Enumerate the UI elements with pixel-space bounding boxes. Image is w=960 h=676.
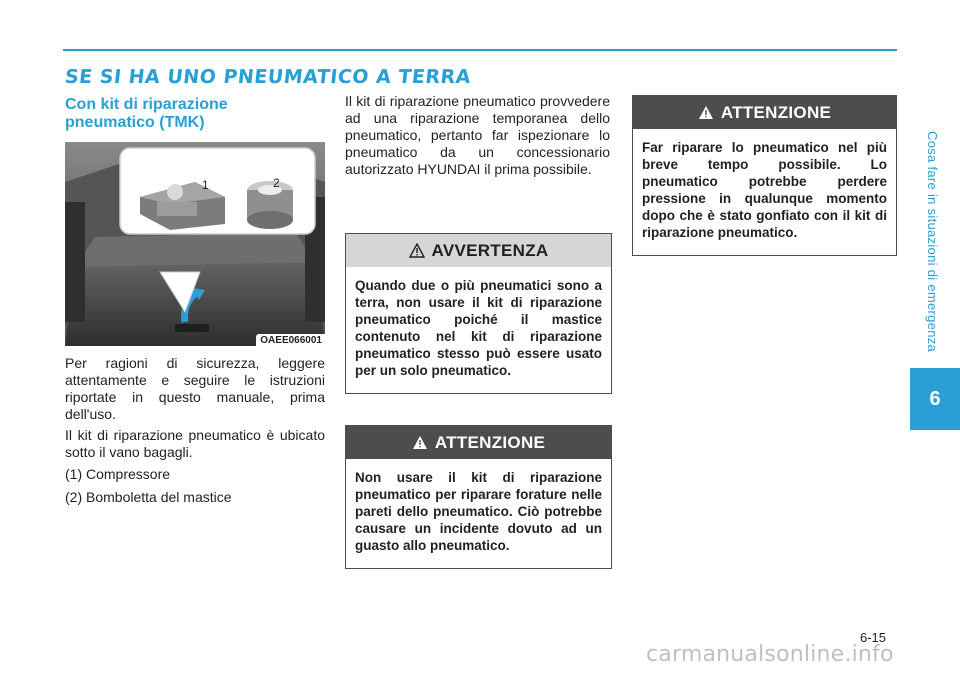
caution-box-right-title: ATTENZIONE [720, 102, 832, 122]
warning-triangle-icon [698, 105, 714, 120]
temporary-repair-paragraph: Il kit di riparazione pneumatico provvedere ad una riparazione temporanea dello pneumatico, pertanto far ispezionare lo pneumatico da un concessionario autorizzato HYUNDAI il prima possibile. [345, 93, 610, 177]
chapter-tab: 6 [910, 368, 960, 430]
caution-box-middle [345, 425, 612, 569]
warning-box [345, 233, 612, 394]
caution-box-right [632, 95, 897, 256]
safety-paragraph: Per ragioni di sicurezza, leggere attentamente e seguire le istruzioni riportate in questo manuale, prima dell'uso. [65, 355, 325, 422]
location-paragraph: Il kit di riparazione pneumatico è ubicato sotto il vano bagagli. [65, 427, 325, 460]
caution-box-middle-header [346, 426, 611, 459]
caution-box-middle-text: Non usare il kit di riparazione pneumatico per riparare forature nelle pareti dello pneumatico. Ciò potrebbe causare un incidente dovuto ad un guasto allo pneumatico. [355, 470, 602, 553]
list-item-compressor: (1) Compressore [65, 466, 171, 482]
section-title: SE SI HA UNO PNEUMATICO A TERRA [63, 66, 472, 88]
list-item-sealant: (2) Bomboletta del mastice [65, 489, 232, 505]
caution-box-middle-title: ATTENZIONE [434, 432, 546, 452]
warning-triangle-icon [409, 243, 425, 258]
callout-1: 1 [202, 178, 209, 192]
trunk-photo [65, 142, 325, 346]
callout-2: 2 [273, 176, 280, 190]
page-number: 6-15 [860, 630, 887, 645]
figure-code: OAEE066001 [256, 334, 325, 346]
caution-box-right-header [633, 96, 896, 129]
chapter-side-label: Cosa fare in situazioni di emergenza [925, 131, 940, 353]
warning-box-title: AVVERTENZA [431, 240, 549, 260]
top-rule [63, 49, 897, 51]
warning-box-text: Quando due o più pneumatici sono a terra, non usare il kit di riparazione pneumatico poiché il mastice contenuto nel kit di riparazione pneumatico stesso può essere usato per un solo pneumatico. [355, 278, 602, 378]
watermark: carmanualsonline.info [646, 642, 894, 667]
trunk-illustration [65, 142, 325, 346]
sub-heading: Con kit di riparazione pneumatico (TMK) [65, 96, 228, 131]
warning-box-header [346, 234, 611, 267]
warning-triangle-icon [412, 435, 428, 450]
caution-box-right-text: Far riparare lo pneumatico nel più breve tempo possibile. Lo pneumatico potrebbe perdere pressione in qualunque momento dopo che è stato gonfiato con il kit di riparazione pneumatico. [642, 140, 887, 240]
